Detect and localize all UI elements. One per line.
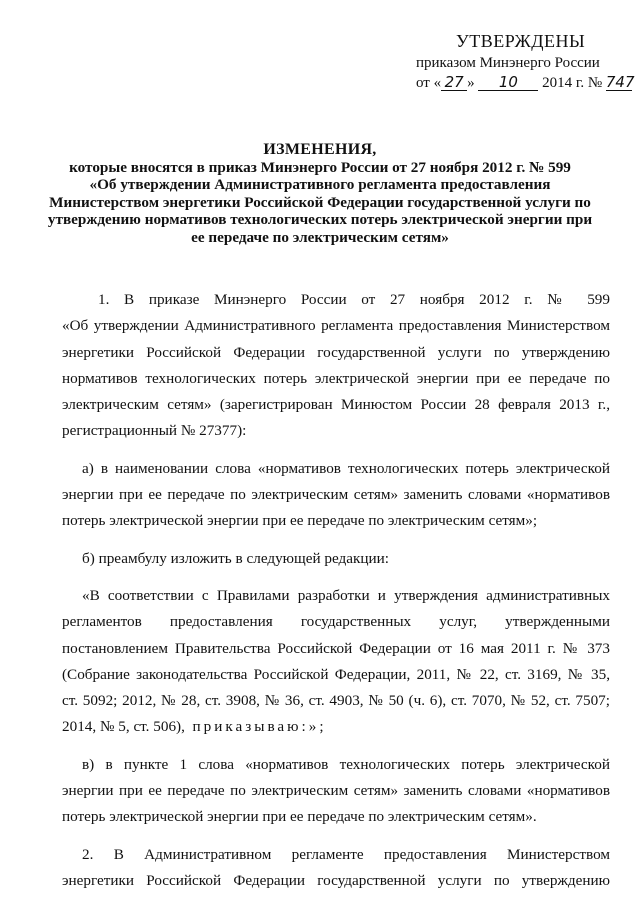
approval-heading: УТВЕРЖДЕНЫ [456, 31, 586, 51]
date-prefix: от « [416, 75, 442, 91]
subparagraph-a-line: а) в наименовании слова «нормативов технологических потерь электрической [82, 459, 610, 477]
paragraph-1-line: энергетики Российской Федерации государственной услуги по утверждению [62, 343, 610, 361]
approval-date-line [416, 73, 635, 93]
paragraph-1-line: 1. В приказе Минэнерго России от 27 ноября 2012 г. № 599 [98, 291, 610, 308]
handwritten-month: 10 [478, 74, 538, 91]
paragraph-1-line: электрическим сетям» (зарегистрирован Минюстом России 28 февраля 2013 г., [62, 396, 610, 414]
title-line: ее передаче по электрическим сетям» [191, 228, 449, 246]
paragraph-1-line: регистрационный № 27377): [62, 422, 247, 440]
quote-line: постановлением Правительства Российской Федерации от 16 мая 2011 г. № 373 [62, 639, 610, 657]
subparagraph-a-line: потерь электрической энергии при ее передаче по электрическим сетям»; [62, 512, 538, 530]
title-line: утверждению нормативов технологических потерь электрической энергии при [47, 211, 593, 228]
quote-citation: 2014, № 5, ст. 506), [62, 718, 185, 736]
title-line: Министерством энергетики Российской Федерации государственной услуги по [49, 193, 591, 211]
year-text: 2014 г. № [542, 75, 603, 91]
date-mid: » [467, 75, 475, 91]
subparagraph-b: б) преамбулу изложить в следующей редакции: [82, 549, 389, 567]
title-line: которые вносятся в приказ Минэнерго России от 27 ноября 2012 г. № 599 [69, 158, 571, 176]
quote-order-word: приказываю:»; [192, 718, 327, 736]
paragraph-2-line: 2. В Административном регламенте предоставления Министерством [82, 845, 610, 863]
handwritten-day: 27 [441, 74, 467, 91]
paragraph-2-line: энергетики Российской Федерации государственной услуги по утверждению [62, 871, 610, 889]
subparagraph-v-line: в) в пункте 1 слова «нормативов технологических потерь электрической [82, 755, 610, 773]
quote-last-line [62, 714, 610, 740]
quote-line: ст. 5092; 2012, № 28, ст. 3908, № 36, ст. 4903, № 50 (ч. 6), ст. 7070, № 52, ст. 7507; [62, 692, 610, 710]
paragraph-1-line: «Об утверждении Административного регламента предоставления Министерством [62, 317, 610, 335]
quote-line: «В соответствии с Правилами разработки и утверждения административных [82, 586, 610, 604]
subparagraph-a-line: энергии при ее передаче по электрическим сетям» заменить словами «нормативов [62, 486, 610, 504]
title-heading: ИЗМЕНЕНИЯ, [263, 141, 377, 158]
title-line: «Об утверждении Административного регламента предоставления [89, 176, 551, 193]
document-body [62, 287, 610, 894]
quote-line: регламентов предоставления государственных услуг, утвержденными [62, 613, 610, 631]
approval-order-line: приказом Минэнерго России [416, 55, 600, 71]
approval-block [416, 30, 635, 93]
subparagraph-v-line: потерь электрической энергии при ее передаче по электрическим сетям». [62, 808, 537, 826]
subparagraph-v-line: энергии при ее передаче по электрическим сетям» заменить словами «нормативов [62, 782, 610, 800]
document-title [40, 141, 600, 246]
quote-line: (Собрание законодательства Российской Федерации, 2011, № 22, ст. 3169, № 35, [62, 665, 610, 683]
paragraph-1-line: нормативов технологических потерь электрической энергии при ее передаче по [62, 369, 610, 387]
handwritten-order-number: 747 [605, 73, 635, 91]
